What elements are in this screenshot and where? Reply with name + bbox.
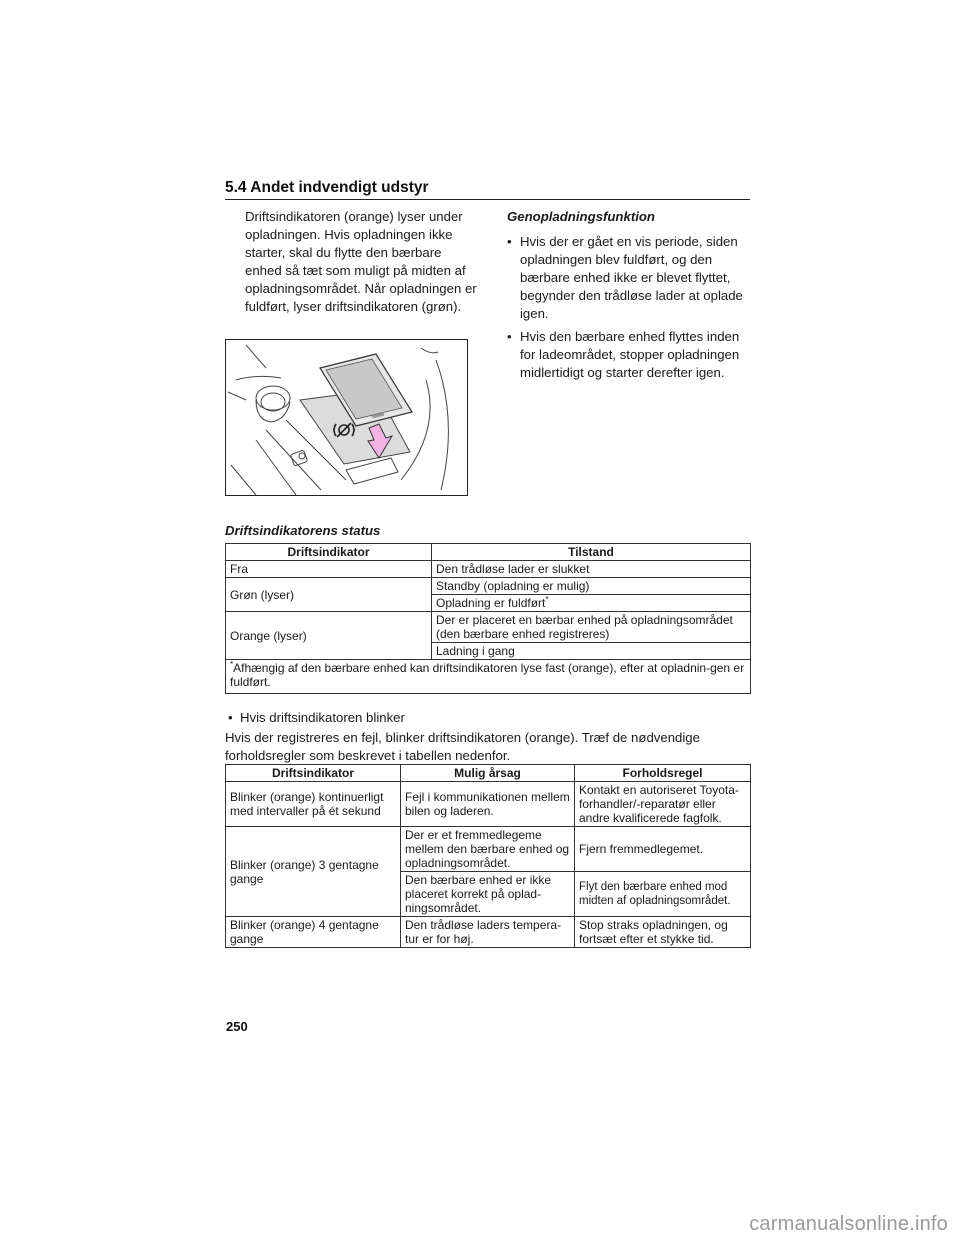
table-row	[226, 660, 751, 694]
table-cell: Kontakt en autoriseret Toyota-forhandler/-reparatør eller andre kvalificerede fagfolk.	[575, 782, 751, 827]
table-cell: Orange (lyser)	[226, 612, 432, 660]
table-cell: Blinker (orange) 3 gentagne gange	[226, 827, 401, 917]
table-cell: Den bærbare enhed er ikke placeret korrekt på oplad-ningsområdet.	[401, 872, 575, 917]
table-row	[226, 827, 751, 872]
column-header: Forholdsregel	[575, 765, 751, 782]
table-cell: Opladning er fuldført*	[432, 595, 751, 612]
table-cell: Fjern fremmedlegemet.	[575, 827, 751, 872]
table-cell: Der er placeret en bærbar enhed på opladningsområdet (den bærbare enhed registreres)	[432, 612, 751, 643]
column-header: Mulig årsag	[401, 765, 575, 782]
status-table	[225, 543, 751, 694]
section-divider	[225, 199, 750, 200]
bullet-icon: •	[507, 329, 512, 344]
status-table-title: Driftsindikatorens status	[225, 523, 381, 538]
table-row	[226, 782, 751, 827]
table-cell: Standby (opladning er mulig)	[432, 578, 751, 595]
bullet-icon: •	[228, 710, 233, 725]
table-cell: Den trådløse lader er slukket	[432, 561, 751, 578]
list-item: • Hvis der er gået en vis periode, siden opladningen blev fuldført, og den bærbare enhed ikke er blevet flyttet, begynder den trådløse lader at oplade igen.	[507, 234, 743, 321]
table-cell: Blinker (orange) kontinuerligt med intervaller på ét sekund	[226, 782, 401, 827]
table-row	[226, 578, 751, 595]
table-cell: Flyt den bærbare enhed mod midten af opladningsområdet.	[575, 872, 751, 917]
section-title: 5.4 Andet indvendigt udstyr	[225, 179, 429, 196]
table-row	[226, 917, 751, 948]
bullet-icon: •	[507, 234, 512, 249]
table-cell: Blinker (orange) 4 gentagne gange	[226, 917, 401, 948]
table-cell: Stop straks opladningen, og fortsæt efter et stykke tid.	[575, 917, 751, 948]
list-item: • Hvis den bærbare enhed flyttes inden for ladeområdet, stopper opladningen midlertidigt og starter derefter igen.	[507, 329, 740, 380]
blink-bullet: • Hvis driftsindikatoren blinker	[228, 710, 405, 725]
table-footnote: *Afhængig af den bærbare enhed kan driftsindikatoren lyse fast (orange), efter at opladnin-gen er fuldført.	[226, 660, 751, 694]
recharge-heading: Genopladningsfunktion	[507, 209, 655, 224]
asterisk: *	[545, 595, 549, 604]
column-header: Driftsindikator	[226, 544, 432, 561]
intro-paragraph: Driftsindikatoren (orange) lyser under opladningen. Hvis opladningen ikke starter, skal du flytte den bærbare enhed så tæt som muligt på midten af opladningsområdet. Når opladningen er fuldført, lyser driftsindikatoren (grøn).	[245, 209, 477, 314]
blink-paragraph: Hvis der registreres en fejl, blinker driftsindikatoren (orange). Træf de nødvendige forholdsregler som beskrevet i tabellen nedenfor.	[225, 730, 700, 763]
table-cell: Fejl i kommunikationen mellem bilen og laderen.	[401, 782, 575, 827]
page-number: 250	[226, 1019, 248, 1034]
recharge-section	[507, 208, 750, 387]
table-header-row	[226, 544, 751, 561]
table-cell: Grøn (lyser)	[226, 578, 432, 612]
table-cell: Den trådløse laders tempera-tur er for høj.	[401, 917, 575, 948]
table-row	[226, 561, 751, 578]
column-header: Driftsindikator	[226, 765, 401, 782]
wireless-charger-illustration	[225, 339, 468, 496]
table-row	[226, 612, 751, 643]
table-cell: Ladning i gang	[432, 643, 751, 660]
blink-table	[225, 764, 751, 948]
watermark: carmanualsonline.info	[749, 1213, 948, 1235]
table-cell: Der er et fremmedlegeme mellem den bærbare enhed og opladningsområdet.	[401, 827, 575, 872]
table-header-row	[226, 765, 751, 782]
table-cell: Fra	[226, 561, 432, 578]
column-header: Tilstand	[432, 544, 751, 561]
